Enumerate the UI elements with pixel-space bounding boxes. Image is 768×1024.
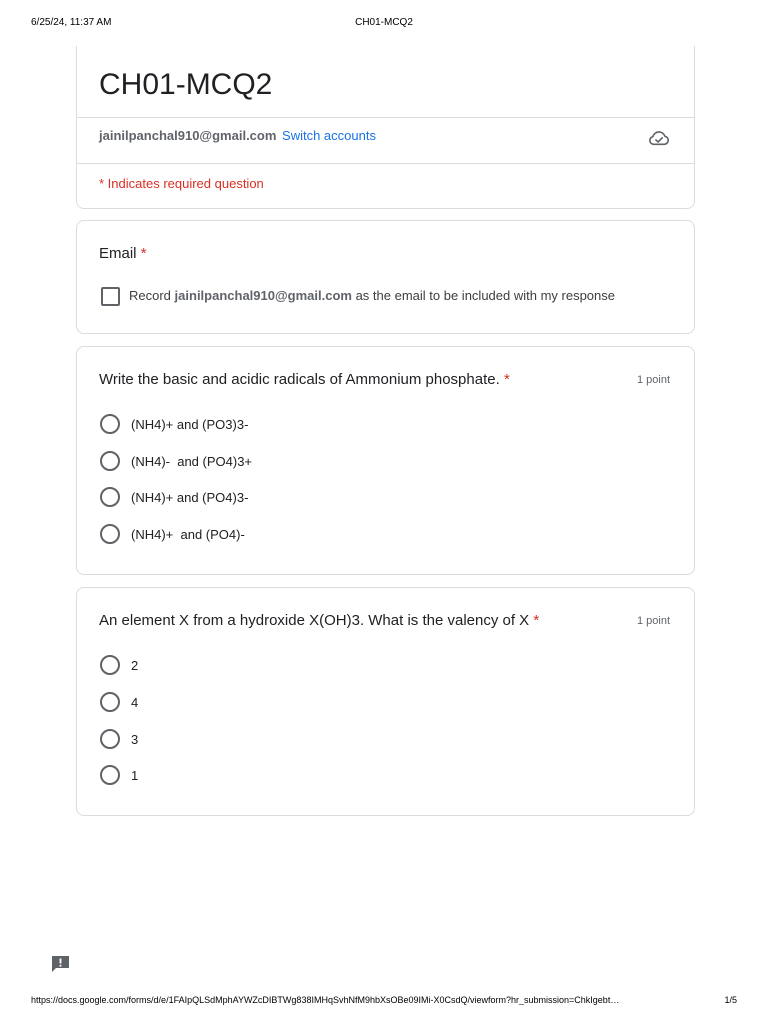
radio-button[interactable] <box>100 655 120 675</box>
radio-button[interactable] <box>100 414 120 434</box>
radio-option[interactable] <box>100 692 138 712</box>
radio-option[interactable] <box>100 414 248 434</box>
required-star: * <box>533 612 540 629</box>
option-label: (NH4)+ and (PO4)3- <box>131 489 249 505</box>
radio-button[interactable] <box>100 692 120 712</box>
page-url: https://docs.google.com/forms/d/e/1FAIpQLSdMphAYWZcDIBTWg838IMHqSvhNfM9hbXsOBe09IMi-X0CsdQ/viewform?hr_submission=ChkIgebt… <box>31 995 620 1005</box>
divider <box>77 163 694 164</box>
account-email: jainilpanchal910@gmail.com <box>99 128 277 143</box>
checkbox-prefix: Record <box>129 288 171 303</box>
required-note: * Indicates required question <box>99 176 264 191</box>
cloud-check-icon <box>648 129 670 147</box>
points-label: 1 point <box>636 374 670 386</box>
required-star: * <box>140 245 147 262</box>
radio-option[interactable] <box>100 655 138 675</box>
required-star: * <box>503 371 510 388</box>
print-footer <box>31 995 737 1007</box>
page-number: 1/5 <box>724 995 737 1005</box>
email-question-card <box>76 220 695 334</box>
radio-option[interactable] <box>100 487 248 507</box>
switch-accounts-link[interactable]: Switch accounts <box>282 128 376 143</box>
record-email-label[interactable] <box>129 288 615 303</box>
question-text: Email <box>99 245 137 262</box>
question-title <box>99 612 539 629</box>
option-label: 4 <box>131 694 139 710</box>
print-datetime: 6/25/24, 11:37 AM <box>31 17 112 28</box>
feedback-icon[interactable] <box>50 954 71 974</box>
account-row <box>99 128 376 143</box>
record-email-checkbox[interactable] <box>101 287 120 306</box>
form-header-card <box>76 46 695 209</box>
question-title <box>99 245 147 262</box>
points-label: 1 point <box>636 615 670 627</box>
radio-button[interactable] <box>100 487 120 507</box>
option-label: (NH4)+ and (PO3)3- <box>131 416 249 432</box>
radio-option[interactable] <box>100 451 252 471</box>
question-text: Write the basic and acidic radicals of Ammonium phosphate. <box>99 371 500 388</box>
question-title <box>99 371 510 388</box>
option-label: 1 <box>131 767 139 783</box>
divider <box>77 117 694 118</box>
radio-button[interactable] <box>100 729 120 749</box>
question-text: An element X from a hydroxide X(OH)3. What is the valency of X <box>99 612 530 629</box>
question-card-2 <box>76 587 695 816</box>
form-title: CH01-MCQ2 <box>99 68 273 101</box>
option-label: 3 <box>131 731 139 747</box>
option-label: (NH4)+ and (PO4)- <box>131 526 245 542</box>
radio-button[interactable] <box>100 524 120 544</box>
radio-button[interactable] <box>100 451 120 471</box>
option-label: 2 <box>131 657 139 673</box>
checkbox-suffix: as the email to be included with my response <box>355 288 615 303</box>
radio-button[interactable] <box>100 765 120 785</box>
checkbox-email: jainilpanchal910@gmail.com <box>174 288 352 303</box>
option-label: (NH4)- and (PO4)3+ <box>131 453 253 469</box>
radio-option[interactable] <box>100 729 138 749</box>
radio-option[interactable] <box>100 524 245 544</box>
radio-option[interactable] <box>100 765 138 785</box>
question-card-1 <box>76 346 695 575</box>
print-doc-title: CH01-MCQ2 <box>355 17 413 28</box>
print-header <box>31 17 737 31</box>
